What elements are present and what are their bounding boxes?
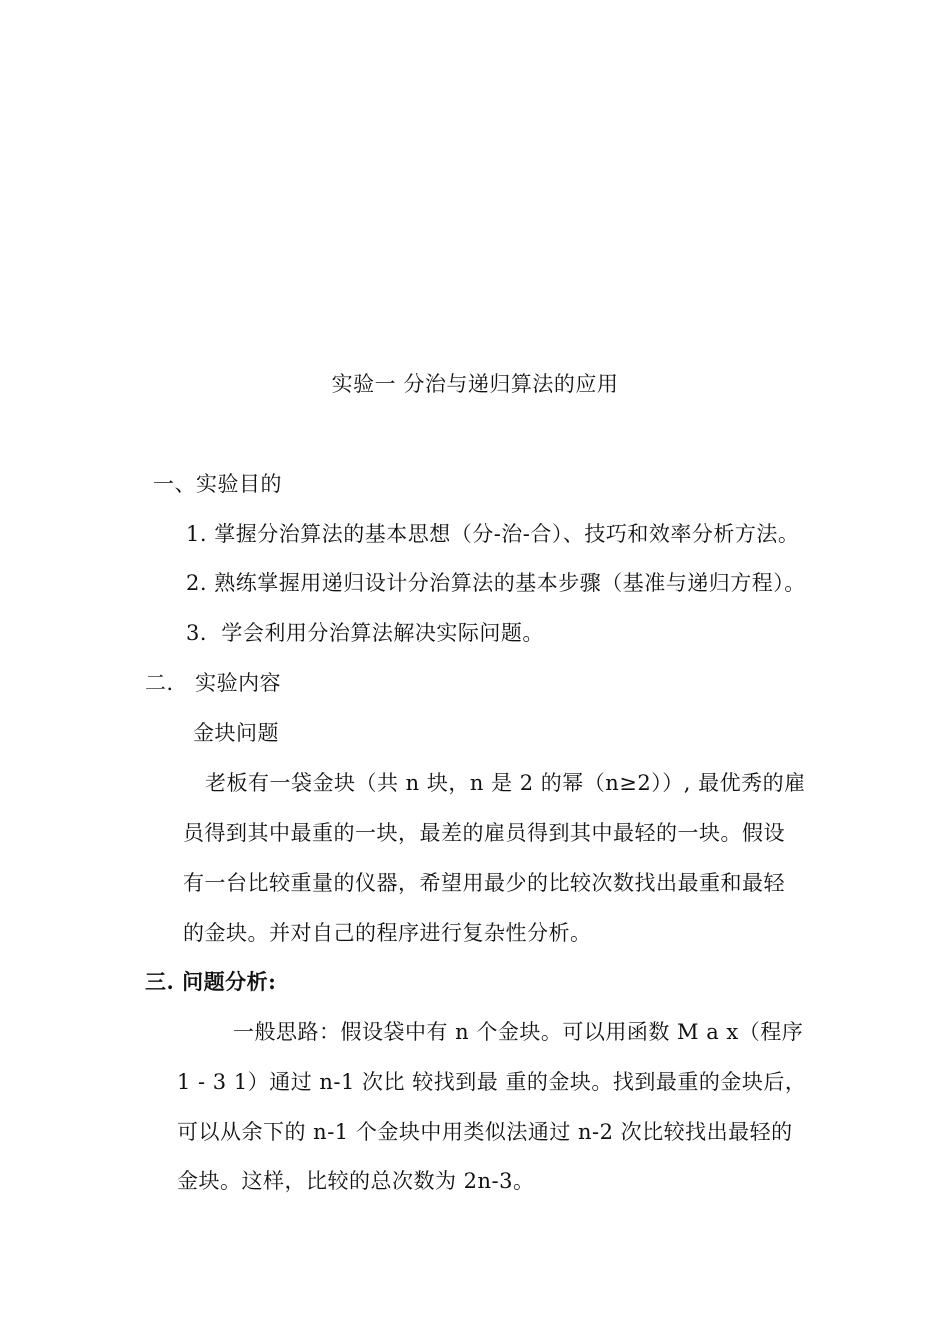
problem-paragraph-line-3: 有一台比较重量的仪器，希望用最少的比较次数找出最重和最轻: [183, 871, 785, 895]
analysis-paragraph-line-2: 1 - 3 1）通过 n-1 次比 较找到最 重的金块。找到最重的金块后，: [177, 1070, 807, 1094]
objective-item-3: 3．学会利用分治算法解决实际问题。: [186, 621, 544, 645]
section2-subheading: 金块问题: [193, 721, 279, 745]
objective-item-1: 1. 掌握分治算法的基本思想（分-治-合）、技巧和效率分析方法。: [186, 522, 800, 546]
problem-paragraph-line-4: 的金块。并对自己的程序进行复杂性分析。: [183, 921, 592, 945]
section1-heading: 一、实验目的: [153, 472, 282, 496]
problem-paragraph-line-1: 老板有一袋金块（共 n 块，n 是 2 的幂（n≥2））, 最优秀的雇: [205, 771, 806, 795]
problem-paragraph-line-2: 员得到其中最重的一块，最差的雇员得到其中最轻的一块。假设: [183, 821, 785, 845]
section2-heading: 二． 实验内容: [145, 671, 282, 695]
section3-heading: 三. 问题分析:: [145, 969, 277, 994]
document-title: 实验一 分治与递归算法的应用: [331, 372, 619, 396]
analysis-paragraph-line-4: 金块。这样，比较的总次数为 2n-3。: [177, 1169, 535, 1193]
analysis-paragraph-line-3: 可以从余下的 n-1 个金块中用类似法通过 n-2 次比较找出最轻的: [177, 1120, 793, 1144]
analysis-paragraph-line-1: 一般思路：假设袋中有 n 个金块。可以用函数 M a x（程序: [233, 1020, 804, 1044]
objective-item-2: 2. 熟练掌握用递归设计分治算法的基本步骤（基准与递归方程）。: [186, 571, 806, 595]
